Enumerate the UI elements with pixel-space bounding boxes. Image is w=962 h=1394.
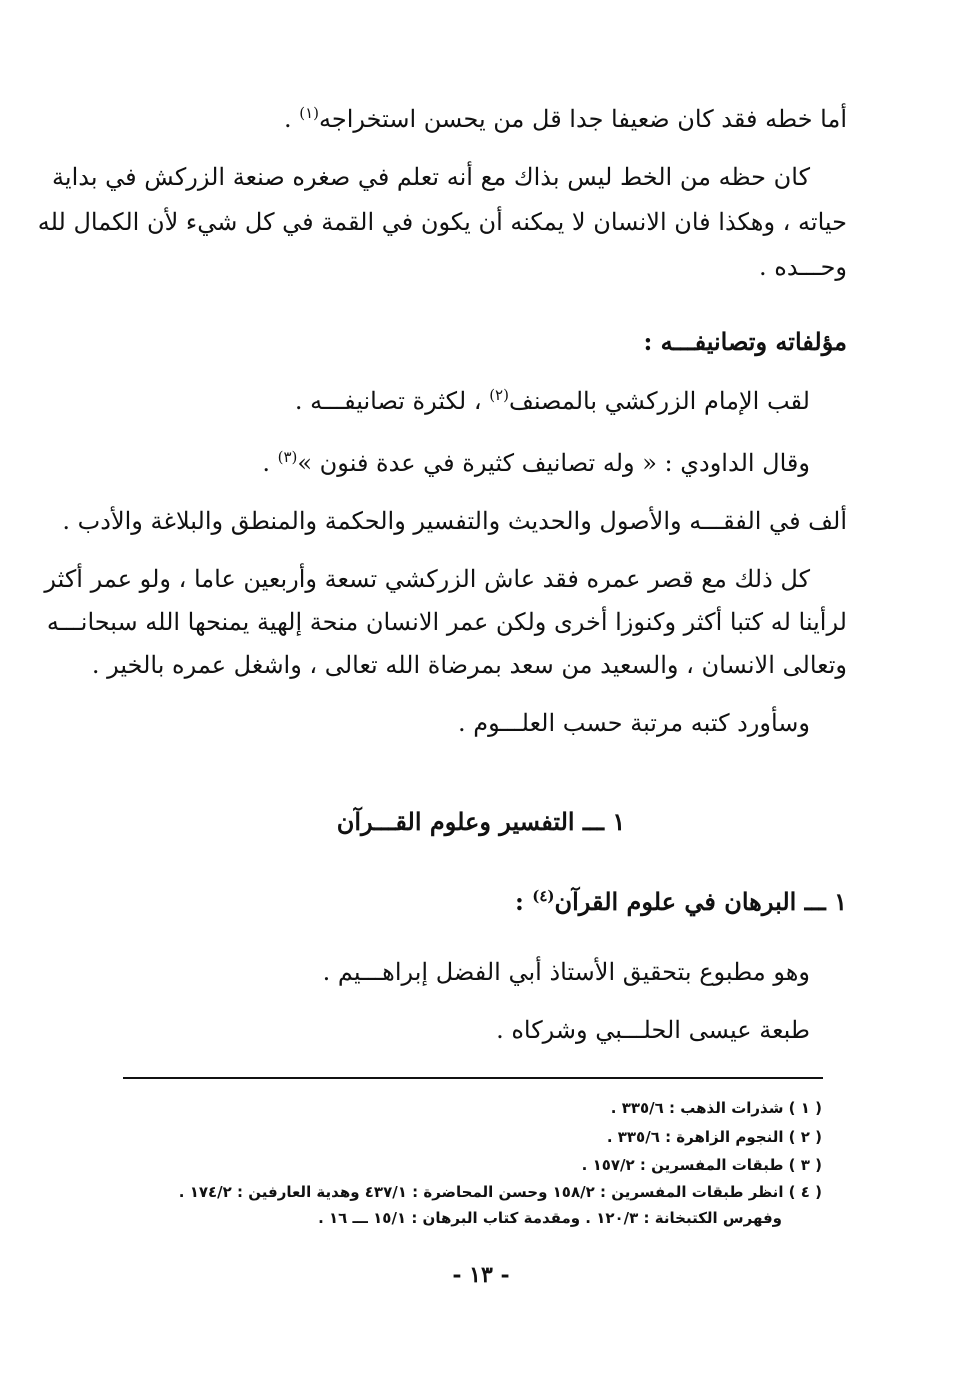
paragraph-line: كل ذلك مع قصر عمره فقد عاش الزركشي تسعة وأربعين عاما ، ولو عمر أكثر	[44, 565, 810, 593]
paragraph-line: وحـــده .	[759, 253, 847, 281]
paragraph-line: وسأورد كتبه مرتبة حسب العلـــوم .	[458, 709, 810, 737]
chapter-heading: ١ ـــ التفسير وعلوم القـــرآن	[336, 807, 626, 836]
paragraph-line: وتعالى الانسان ، والسعيد من سعد بمرضاة الله تعالى ، واشغل عمره بالخير .	[91, 651, 847, 679]
footnote-ref-2: (٢)	[489, 386, 509, 404]
paragraph-line-handwriting: أما خطه فقد كان ضعيفا جدا قل من يحسن استخراجه$^{(١)}$ .	[283, 104, 847, 133]
paragraph-line: طبعة عيسى الحلـــبي وشركاه .	[496, 1016, 810, 1044]
footnote-continuation: وفهرس الكتبخانة : ١٢٠/٣ . ومقدمة كتاب البرهان : ١٥/١ ـــ ١٦ .	[318, 1209, 782, 1227]
paragraph-line: ألف في الفقـــه والأصول والحديث والتفسير والحكمة والمنطق والبلاغة والأدب .	[62, 507, 847, 535]
footnote: ( ٣ ) طبقات المفسرين : ١٥٧/٢ .	[581, 1156, 822, 1174]
section-heading: مؤلفاته وتصانيفـــه :	[643, 327, 847, 356]
paragraph-line: وهو مطبوع بتحقيق الأستاذ أبي الفضل إبراهـــيم .	[322, 958, 810, 986]
book-title: ١ ـــ البرهان في علوم القرآن$^{(٤)}$ :	[515, 887, 847, 916]
footnote-ref-1: (١)	[299, 104, 320, 122]
footnote: ( ٢ ) النجوم الزاهرة : ٣٣٥/٦ .	[606, 1128, 822, 1146]
page-number: - ١٣ -	[452, 1262, 510, 1288]
paragraph-line: حياته ، وهكذا فان الانسان لا يمكنه أن يكون في القمة في كل شيء لأن الكمال لله	[37, 208, 847, 236]
paragraph-line: كان حظه من الخط ليس بذاك مع أنه تعلم في صغره صنعة الزركش في بداية	[52, 163, 810, 191]
footnote: ( ١ ) شذرات الذهب : ٣٣٥/٦ .	[610, 1099, 822, 1117]
paragraph-line: لقب الإمام الزركشي بالمصنف$^{(٢)}$ ، لكثرة تصانيفـــه .	[294, 386, 810, 415]
paragraph-line: وقال الداودي : « وله تصانيف كثيرة في عدة فنون »$^{(٣)}$ .	[262, 448, 810, 477]
footnote: ( ٤ ) انظر طبقات المفسرين : ١٥٨/٢ وحسن المحاضرة : ٤٣٧/١ وهدية العارفين : ١٧٤/٢ .	[178, 1183, 822, 1201]
paragraph-line: لرأينا له كتبا أكثر وكنوزا أخرى ولكن عمر الانسان منحة إلهية يمنحها الله سبحانـــه	[46, 608, 847, 636]
footnote-ref-3: (٣)	[277, 448, 298, 466]
footnote-separator	[123, 1077, 823, 1079]
footnote-ref-4: (٤)	[532, 887, 555, 905]
